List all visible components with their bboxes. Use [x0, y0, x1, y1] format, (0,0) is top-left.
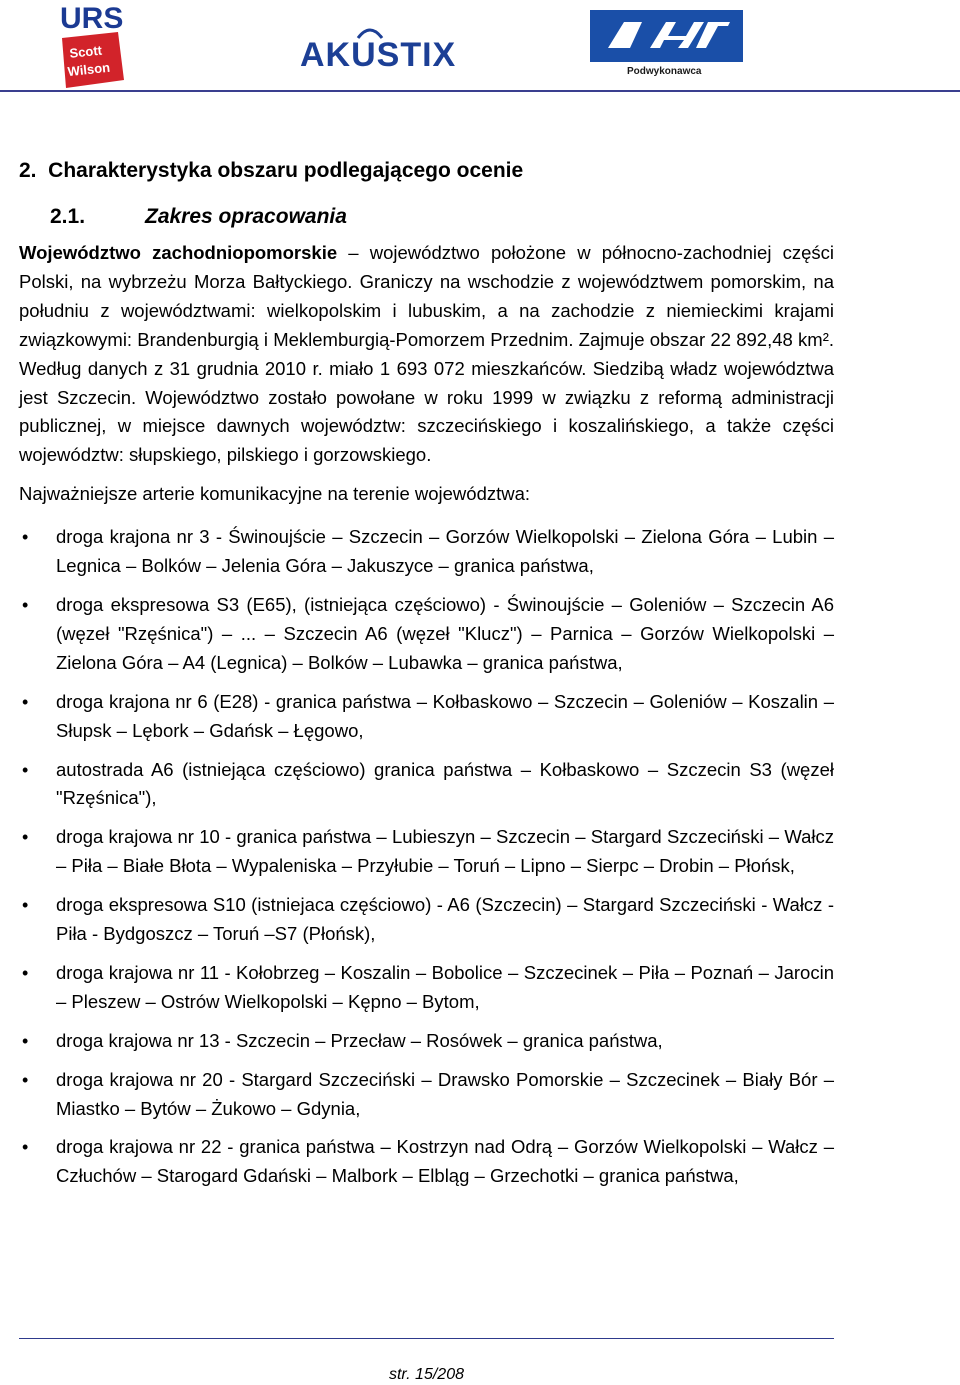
- bullet-icon: •: [22, 962, 29, 983]
- bullet-icon: •: [22, 759, 29, 780]
- road-text: droga krajowa nr 20 - Stargard Szczeciński – Drawsko Pomorskie – Szczecinek – Biały Bór – Miastko – Bytów – Żukowo – Gdynia,: [56, 1068, 834, 1119]
- bullet-icon: •: [22, 527, 29, 548]
- document-body: [19, 150, 834, 1201]
- ohl-logo: [590, 10, 745, 80]
- list-item: [19, 891, 834, 949]
- list-item: [19, 959, 834, 1017]
- road-text: droga krajowa nr 11 - Kołobrzeg – Koszalin – Bobolice – Szczecinek – Piła – Poznań – Jarocin – Pleszew – Ostrów Wielkopolski – Kępno – Bytom,: [56, 961, 834, 1012]
- roads-intro: Najważniejsze arterie komunikacyjne na terenie województwa:: [19, 483, 531, 505]
- akustix-logo: [300, 24, 485, 74]
- list-item: [19, 756, 834, 814]
- road-text: autostrada A6 (istniejąca częściowo) granica państwa – Kołbaskowo – Szczecin S3 (węzeł "Rzęśnica"),: [56, 758, 834, 809]
- ohl-logo-box: [590, 10, 743, 62]
- subsection-number: 2.1.: [50, 205, 86, 228]
- road-text: droga krajowa nr 10 - granica państwa – Lubieszyn – Szczecin – Stargard Szczeciński – Wałcz – Piła – Białe Błota – Wypaleniska – Przyłubie – Toruń – Lipno – Sierpc – Drobin – Płońsk,: [56, 826, 834, 877]
- bullet-icon: •: [22, 1137, 29, 1158]
- section-heading: 2. Charakterystyka obszaru podlegającego ocenie: [19, 159, 524, 182]
- logo-akustix-text: AKUSTIX: [300, 36, 457, 74]
- ohl-mark-icon: [590, 10, 743, 62]
- road-text: droga krajowa nr 22 - granica państwa – Kostrzyn nad Odrą – Gorzów Wielkopolski – Wałcz – Człuchów – Starogard Gdański – Malbork – Elbląg – Grzechotki – granica państwa,: [56, 1136, 834, 1187]
- list-item: [19, 591, 834, 678]
- road-text: droga krajowa nr 13 - Szczecin – Przecław – Rosówek – granica państwa,: [56, 1029, 663, 1051]
- urs-scott-wilson-logo: [58, 2, 158, 90]
- road-text: droga krajona nr 3 - Świnoujście – Szczecin – Gorzów Wielkopolski – Zielona Góra – Lubin – Legnica – Bolków – Jelenia Góra – Jakuszyce – granica państwa,: [56, 526, 834, 577]
- bullet-icon: •: [22, 594, 29, 615]
- bullet-icon: •: [22, 1030, 29, 1051]
- list-item: [19, 523, 834, 581]
- list-item: [19, 1133, 834, 1191]
- voivodeship-description: [19, 239, 834, 470]
- roads-list: [19, 523, 834, 1191]
- svg-text:Scott: Scott: [68, 42, 103, 61]
- page-header: [0, 0, 960, 92]
- footer-rule: [19, 1338, 834, 1339]
- ohl-subtitle: Podwykonawca: [627, 66, 702, 77]
- bullet-icon: •: [22, 895, 29, 916]
- bullet-icon: •: [22, 1069, 29, 1090]
- subsection-title: Zakres opracowania: [145, 205, 347, 228]
- list-item: [19, 688, 834, 746]
- list-item: [19, 823, 834, 881]
- list-item: [19, 1066, 834, 1124]
- voivodeship-description-text: – województwo położone w północno-zachodniej części Polski, na wybrzeżu Morza Bałtyckiego. Graniczy na wschodzie z województwem pomorskim, na południu z województwami: wielkopolskim i lubuskim, a na zachodzie z niemieckimi krajami związkowymi: Brandenburgią i Meklemburgią-Pomorzem Przednim. Zajmuje obszar 22 892,48 km². Według danych z 31 grudnia 2010 r. miało 1 693 072 mieszkańców. Siedzibą władz województwa jest Szczecin. Województwo zostało powołane w roku 1999 w związku z reformą administracji publicznej, w miejsce dawnych województw: szczecińskiego i koszalińskiego, a także części województw: słupskiego, pilskiego i gorzowskiego.: [19, 242, 834, 466]
- subsection-heading: [50, 202, 834, 232]
- road-text: droga ekspresowa S10 (istniejaca częściowo) - A6 (Szczecin) – Stargard Szczeciński - Wałcz - Piła - Bydgoszcz – Toruń –S7 (Płońsk),: [56, 894, 834, 945]
- bullet-icon: •: [22, 691, 29, 712]
- page-number: str. 15/208: [388, 1366, 464, 1383]
- header-rule: [0, 90, 960, 92]
- road-text: droga krajona nr 6 (E28) - granica państwa – Kołbaskowo – Szczecin – Goleniów – Koszalin – Słupsk – Lębork – Gdańsk – Łęgowo,: [56, 690, 834, 741]
- road-text: droga ekspresowa S3 (E65), (istniejąca częściowo) - Świnoujście – Goleniów – Szczecin A6 (węzeł "Rzęśnica") – ... – Szczecin A6 (węzeł "Klucz") – Parnica – Gorzów Wielkopolski – Zielona Góra – A4 (Legnica) – Bolków – Lubawka – granica państwa,: [56, 593, 834, 673]
- bullet-icon: •: [22, 827, 29, 848]
- svg-text:Wilson: Wilson: [66, 59, 111, 80]
- voivodeship-name: Województwo zachodniopomorskie: [19, 242, 338, 263]
- list-item: [19, 1027, 834, 1056]
- logo-urs-text: URS: [60, 2, 124, 35]
